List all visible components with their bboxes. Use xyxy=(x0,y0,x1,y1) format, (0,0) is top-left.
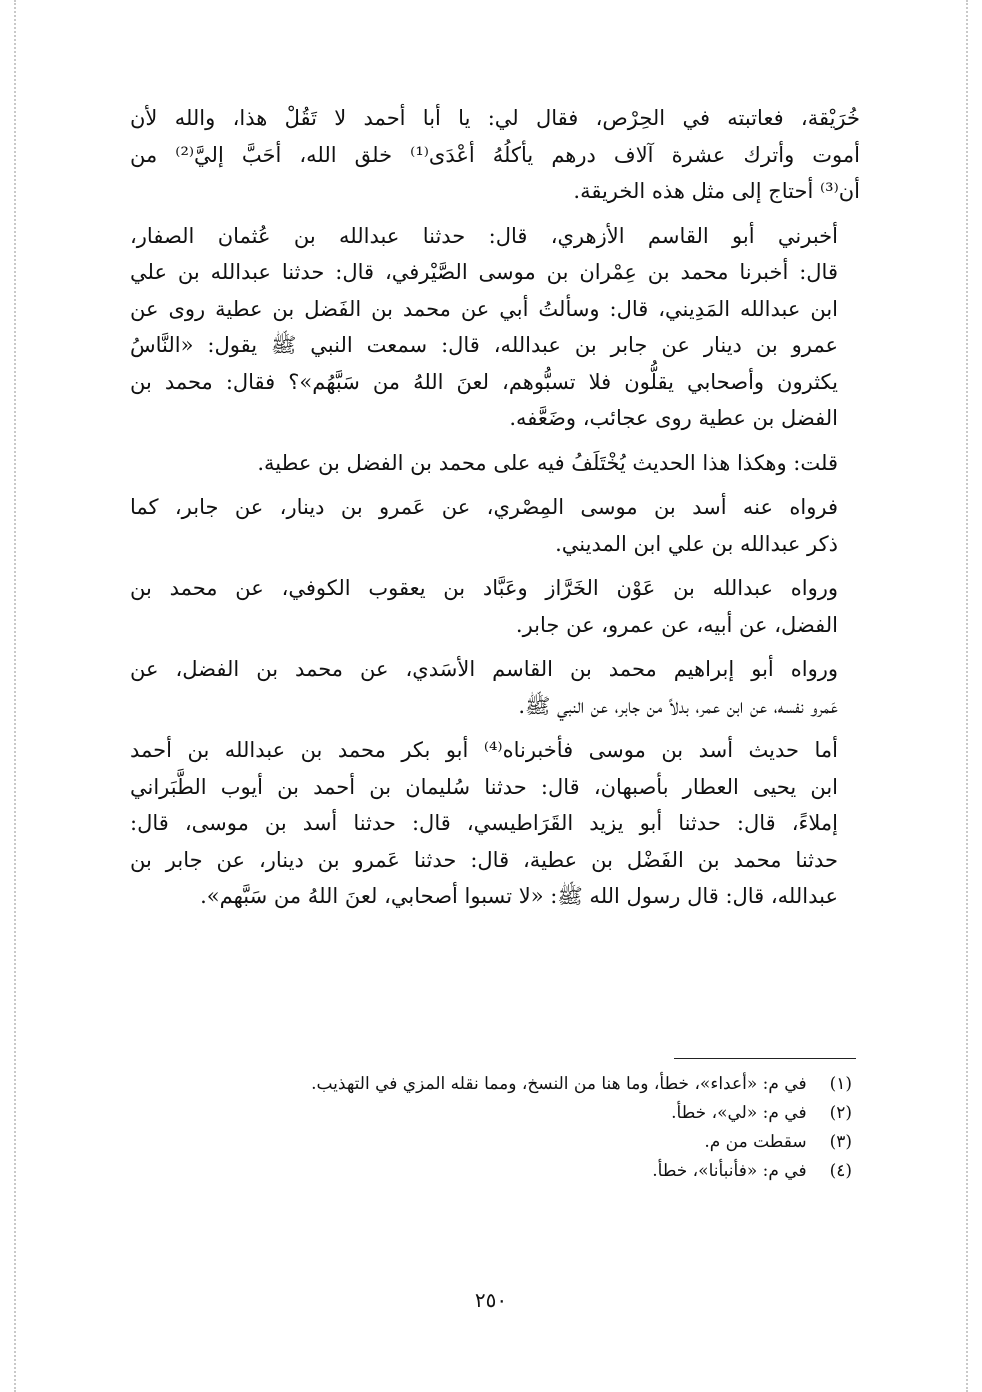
text-line: ابن عبدالله المَدِيني، قال: وسألتُ أبي عن محمد بن الفَضل بن عطية روى عن xyxy=(130,296,838,321)
scan-margin-right xyxy=(966,0,968,1392)
footnote-text: في م: «فأنبأنا»، خطأ. xyxy=(652,1161,807,1181)
text-line: ذكر عبدالله بن علي ابن المديني. xyxy=(555,531,838,556)
text-line: خُرَيْقة، فعاتبته في الحِرْص، فقال لي: يا أبا أحمد لا تَقُلْ هذا، والله لأن xyxy=(130,106,860,130)
text-line: أخبرني أبو القاسم الأزهري، قال: حدثنا عبدالله بن عُثمان الصفار، xyxy=(130,223,838,248)
footnote-number: (٤) xyxy=(829,1161,852,1181)
text-line: الفضل، عن أبيه، عن عمرو، عن جابر. xyxy=(515,612,838,637)
footnote-number: (١) xyxy=(829,1074,852,1094)
text-line: الفضل بن عطية روى عجائب، وضَعَّفه. xyxy=(509,406,838,430)
text-line: قلت: وهكذا هذا الحديث يُخْتَلَفُ فيه على محمد بن الفضل بن عطية. xyxy=(257,450,838,475)
main-text xyxy=(130,100,860,915)
text-line: قال: أخبرنا محمد بن عِمْران بن موسى الصَّيْرفي، قال: حدثنا عبدالله بن علي xyxy=(130,260,838,284)
footnote-text: في م: «أعداء»، خطأ، وما هنا من النسخ، ومما نقله المزي في التهذيب. xyxy=(311,1074,807,1094)
text-line: ورواه عبدالله بن عَوْن الخَرَّاز وعَبَّاد بن يعقوب الكوفي، عن محمد بن xyxy=(130,576,838,600)
text-line: حدثنا محمد بن الفَضْل بن عطية، قال: حدثنا عَمرو بن دينار، عن جابر بن xyxy=(130,847,838,872)
text-line: عمرو بن دينار عن جابر بن عبدالله، قال: سمعت النبي ﷺ يقول: «النَّاسُ xyxy=(130,333,838,357)
paragraph xyxy=(130,489,860,562)
footnote-text: في م: «لي»، خطأ. xyxy=(671,1103,807,1123)
footnote-text: سقطت من م. xyxy=(704,1132,807,1152)
footnote xyxy=(132,1070,852,1099)
footnote-number: (٢) xyxy=(829,1103,852,1123)
footnote xyxy=(132,1157,852,1186)
text-line: ابن يحيى العطار بأصبهان، قال: حدثنا سُليمان بن أحمد بن أيوب الطَّبَراني xyxy=(130,774,838,799)
footnote xyxy=(132,1128,852,1157)
paragraph xyxy=(130,218,860,437)
paragraph xyxy=(130,651,860,724)
text-line: عبدالله، قال: قال رسول الله ﷺ: «لا تسبوا أصحابي، لعنَ اللهُ من سَبَّهم». xyxy=(200,884,838,908)
text-line: أما حديث أسد بن موسى فأخبرناه⁽⁴⁾ أبو بكر محمد بن عبدالله بن أحمد xyxy=(130,738,838,762)
paragraph xyxy=(130,732,860,915)
text-line: فرواه عنه أسد بن موسى المِصْري، عن عَمرو بن دينار، عن جابر، كما xyxy=(130,495,838,519)
text-line: ورواه أبو إبراهيم محمد بن القاسم الأسَدي، عن محمد بن الفضل، عن xyxy=(130,657,838,681)
paragraph xyxy=(130,445,860,482)
text-line: عَمرو نفسه، عن ابن عمر، بدلاً من جابر، عن النبي ﷺ. xyxy=(518,693,838,718)
text-line: أن⁽³⁾ أحتاج إلى مثل هذه الخريقة. xyxy=(573,179,860,203)
footnote-divider xyxy=(674,1058,856,1059)
page-number: ٢٥٠ xyxy=(474,1288,508,1312)
footnote-number: (٣) xyxy=(829,1132,852,1152)
paragraph xyxy=(130,570,860,643)
paragraph xyxy=(130,100,860,210)
footnotes xyxy=(132,1070,852,1186)
scan-margin-left xyxy=(14,0,16,1392)
text-line: يكثرون وأصحابي يقلُّون فلا تسبُّوهم، لعنَ اللهُ من سَبَّهُم»؟ فقال: محمد بن xyxy=(130,369,838,394)
text-line: إملاءً، قال: حدثنا أبو يزيد القَرَاطيسي، قال: حدثنا أسد بن موسى، قال: xyxy=(130,811,838,835)
footnote xyxy=(132,1099,852,1128)
text-line: أموت وأترك عشرة آلاف درهم يأكلُهُ أعْدَى⁽¹⁾ خلق الله، أحَبَّ إليَّ⁽²⁾ من xyxy=(130,142,860,167)
